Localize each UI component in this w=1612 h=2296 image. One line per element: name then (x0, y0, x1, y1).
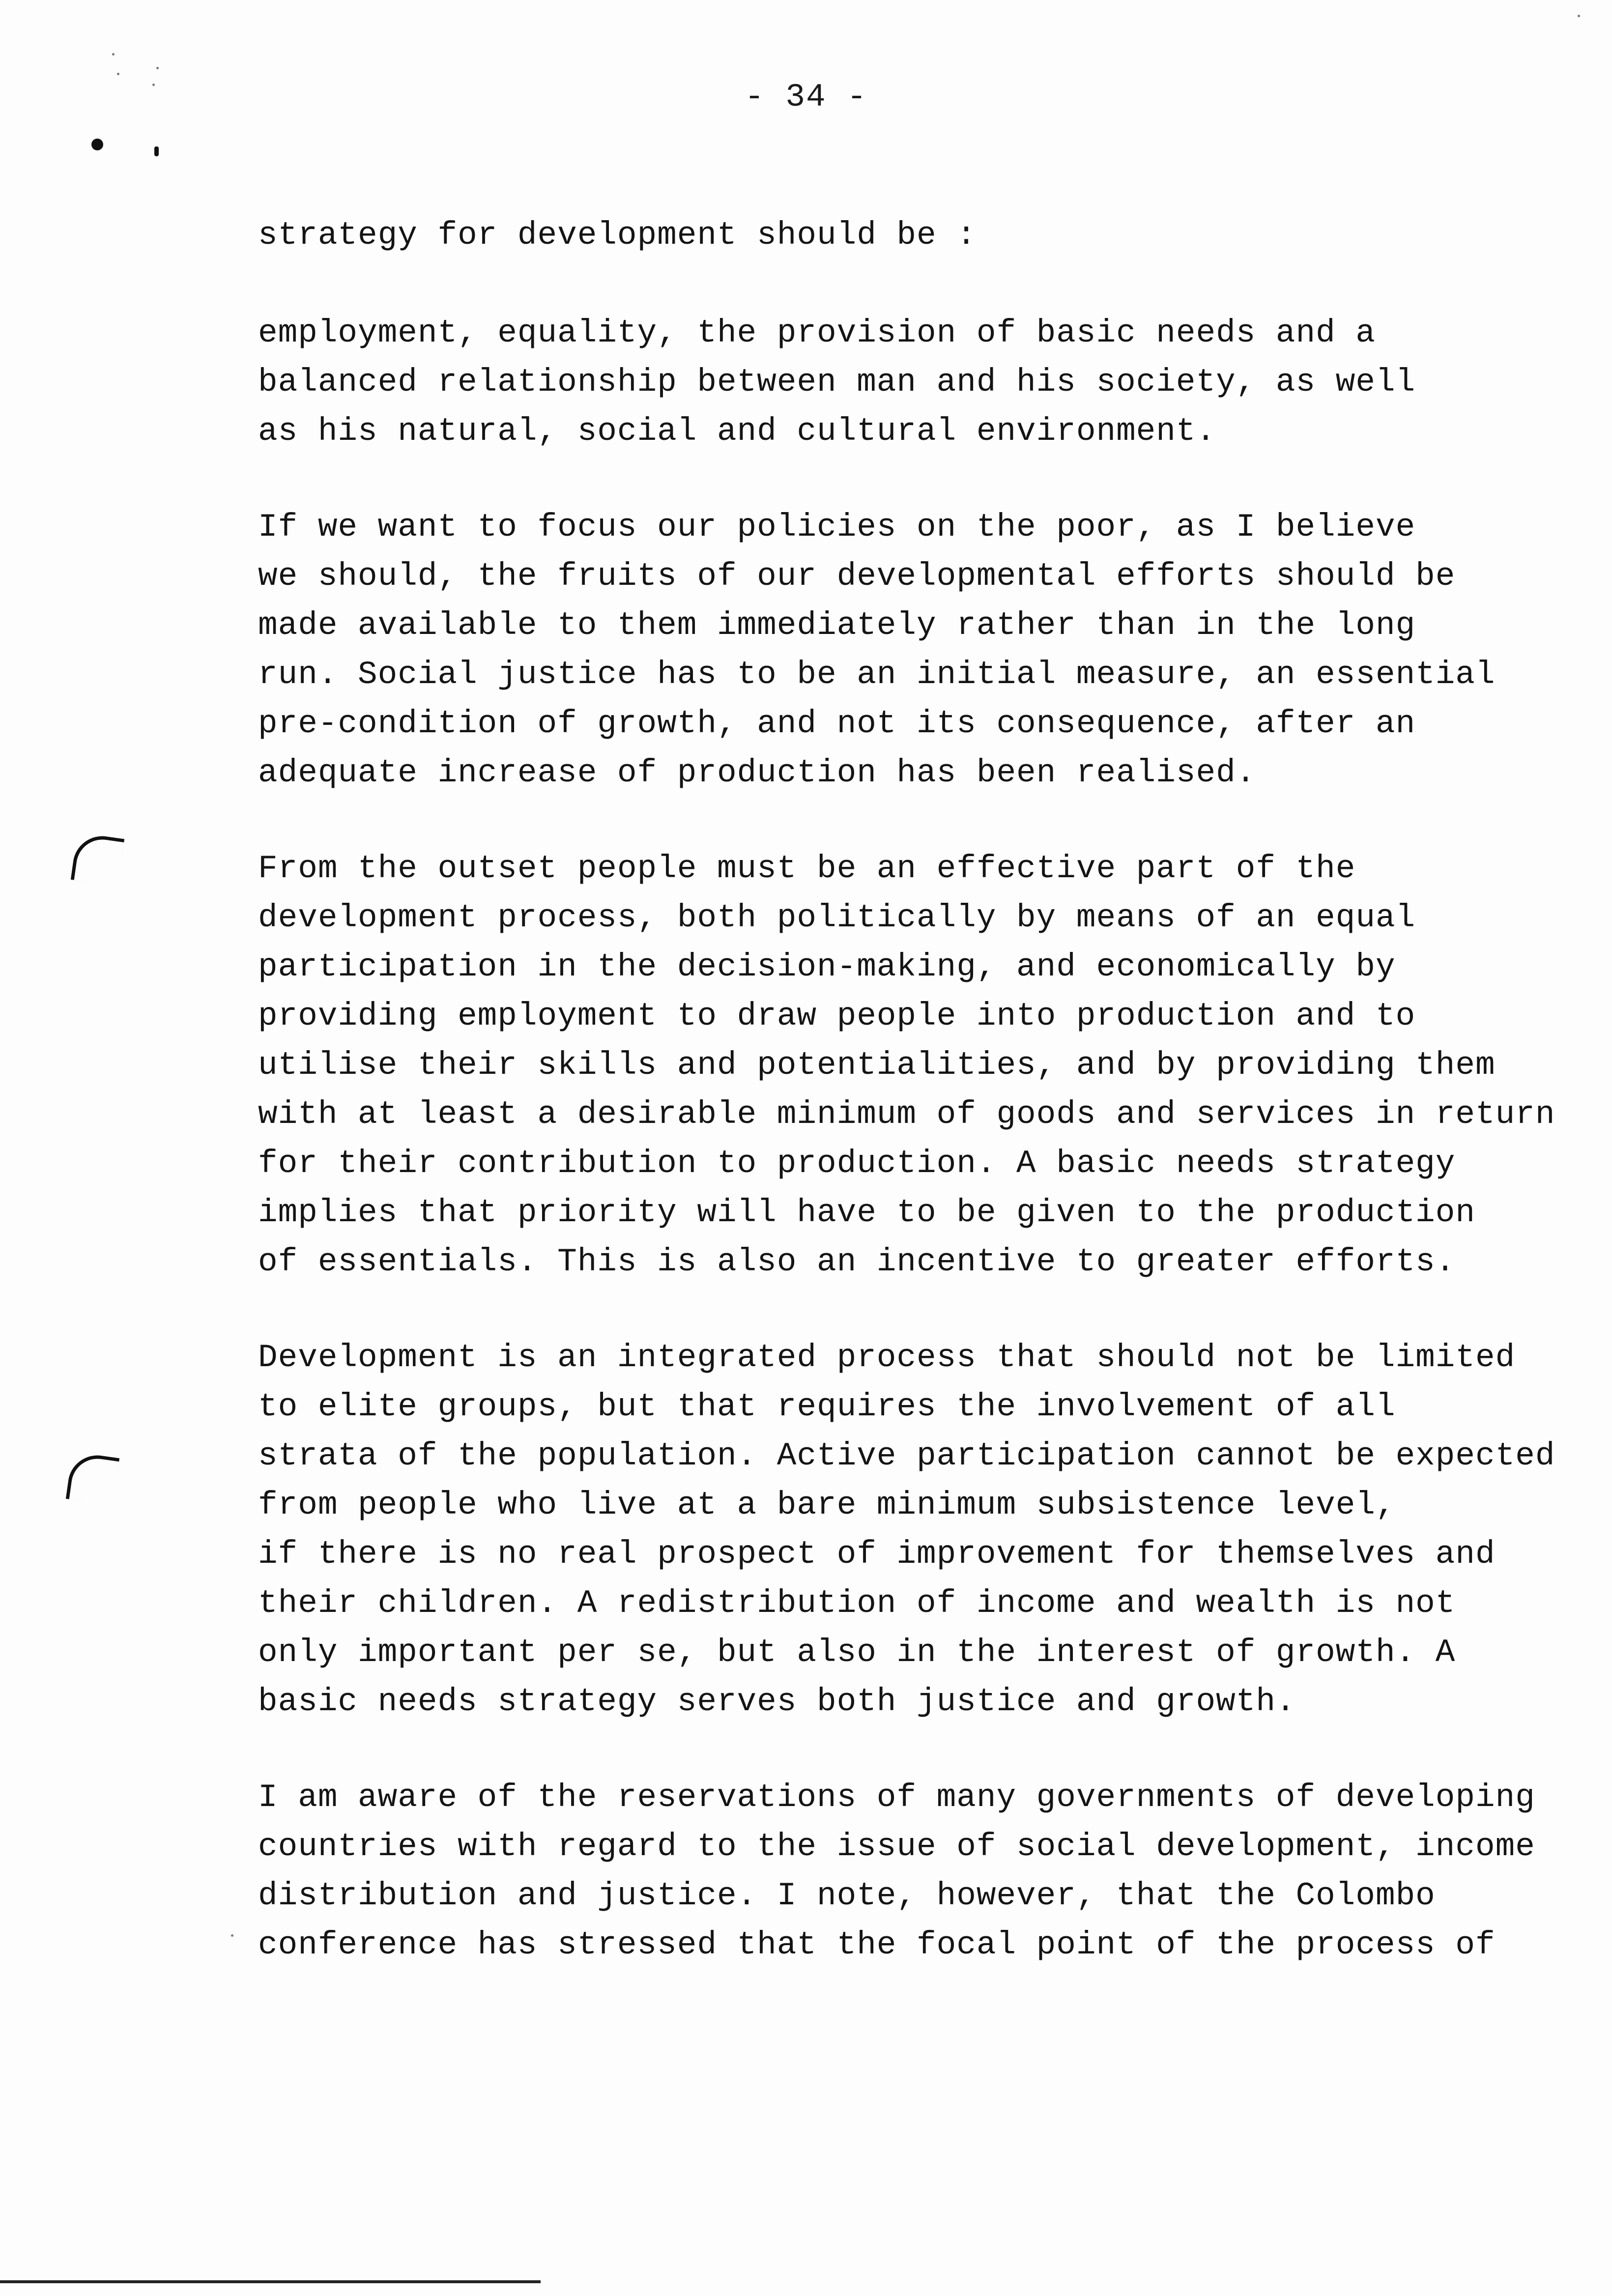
text-line: adequate increase of production has been realised. (258, 754, 1256, 791)
scan-speck (117, 73, 119, 75)
document-body (258, 211, 1585, 2016)
text-line: employment, equality, the provision of basic needs and a (258, 315, 1376, 351)
text-line: balanced relationship between man and his society, as well (258, 364, 1416, 401)
text-line: as his natural, social and cultural environment. (258, 413, 1216, 450)
lead-sentence: strategy for development should be : (258, 217, 977, 254)
text-line: run. Social justice has to be an initial measure, an essential (258, 656, 1496, 693)
text-line: if there is no real prospect of improvement for themselves and (258, 1536, 1496, 1573)
scan-speck (1578, 15, 1580, 17)
text-line: countries with regard to the issue of social development, income (258, 1828, 1535, 1865)
text-line: of essentials. This is also an incentive to greater efforts. (258, 1243, 1456, 1280)
paragraph (258, 1773, 1585, 1970)
text-line: for their contribution to production. A basic needs strategy (258, 1145, 1456, 1182)
text-line: from people who live at a bare minimum subsistence level, (258, 1487, 1396, 1523)
text-line: Development is an integrated process that should not be limited (258, 1339, 1516, 1376)
paragraph (258, 1333, 1585, 1726)
punch-hole-arc (66, 1452, 120, 1506)
text-line: only important per se, but also in the interest of growth. A (258, 1634, 1456, 1671)
text-line: distribution and justice. I note, however, that the Colombo (258, 1877, 1436, 1914)
text-line: participation in the decision-making, and economically by (258, 948, 1396, 985)
paragraph (258, 309, 1585, 456)
text-line: If we want to focus our policies on the poor, as I believe (258, 509, 1416, 545)
bottom-edge-rule (0, 2280, 541, 2283)
text-line: their children. A redistribution of income and wealth is not (258, 1585, 1456, 1622)
punch-hole-arc (71, 832, 125, 887)
text-line: we should, the fruits of our developmental efforts should be (258, 558, 1456, 595)
text-line: conference has stressed that the focal point of the process of (258, 1926, 1496, 1963)
scan-speck (156, 67, 159, 69)
text-line: made available to them immediately rather than in the long (258, 607, 1416, 644)
text-line: to elite groups, but that requires the involvement of all (258, 1388, 1396, 1425)
scan-speck (231, 1934, 233, 1937)
text-line: pre-condition of growth, and not its consequence, after an (258, 705, 1416, 742)
page-number: - 34 - (745, 79, 867, 115)
scan-dot-mark (91, 139, 103, 150)
text-line: I am aware of the reservations of many governments of developing (258, 1779, 1535, 1816)
text-line: basic needs strategy serves both justice and growth. (258, 1683, 1296, 1720)
text-line: implies that priority will have to be given to the production (258, 1194, 1475, 1231)
text-line: with at least a desirable minimum of goods and services in return (258, 1096, 1555, 1133)
text-line: strata of the population. Active participation cannot be expected (258, 1437, 1555, 1474)
text-line: From the outset people must be an effective part of the (258, 850, 1356, 887)
paragraph (258, 503, 1585, 798)
scan-speck (112, 53, 115, 56)
text-line: utilise their skills and potentialities, and by providing them (258, 1047, 1496, 1084)
paragraph (258, 844, 1585, 1287)
scan-dot-mark (154, 146, 159, 156)
text-line: development process, both politically by means of an equal (258, 899, 1416, 936)
text-line: providing employment to draw people into production and to (258, 998, 1416, 1034)
